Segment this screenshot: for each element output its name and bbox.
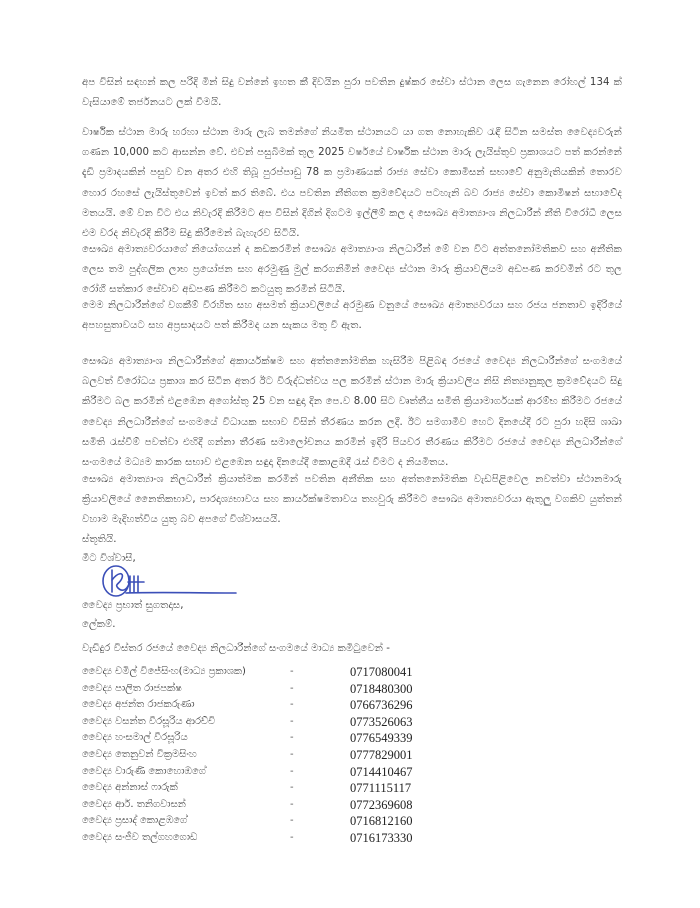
contact-phone: 0716812160 — [350, 814, 413, 829]
closing-regards: මීට විශ්වාසී, — [82, 553, 136, 564]
contact-separator: - — [290, 732, 294, 744]
contact-phone: 0716173330 — [350, 830, 413, 845]
signer-title: ලේකම්. — [82, 619, 116, 630]
contact-name: වෛද්‍ය ප්‍රසාද් කොළඹගේ — [82, 815, 188, 827]
contact-phone: 0777829001 — [350, 747, 413, 762]
contact-phone: 0776549339 — [350, 731, 413, 746]
contact-row — [82, 832, 502, 849]
contact-name: වෛද්‍ය සංජීව තල්ගහගොඩ — [82, 831, 198, 843]
contact-separator: - — [290, 782, 294, 794]
contact-name: වෛද්‍ය අන්නාස් ෆාරුක් — [82, 782, 178, 794]
contact-phone: 0771115117 — [350, 781, 412, 796]
contact-row — [82, 766, 502, 783]
contact-row — [82, 732, 502, 749]
contact-row — [82, 749, 502, 766]
contact-row — [82, 716, 502, 733]
signer-name: වෛද්‍ය ප්‍රභාත් සුගතදාස, — [82, 600, 184, 611]
contact-phone: 0766736296 — [350, 698, 413, 713]
contact-separator: - — [290, 715, 294, 727]
contact-name: වෛද්‍ය පාලිත රාජපක්ෂ — [82, 682, 182, 694]
paragraph-hospitals-threat: අප විසින් සඳහන් කල පරිදි මින් සිදු වන්නේ ඉහත කී දිවයින පුරා පවතින දුෂ්කර සේවා ස්ථාන ලෙස ගැනෙන රෝහල් 134 ක් වැසියාමේ තර්ජනයට ලක් වීමයි. — [82, 77, 622, 109]
contact-name: වෛද්‍ය හංසමාල් වීරසූරිය — [82, 732, 188, 744]
contact-phone: 0718480300 — [350, 681, 413, 696]
contact-separator: - — [290, 666, 294, 677]
contact-name: වෛද්‍ය චමිල් විජේසිංහ(මාධ්‍ය ප්‍රකාශක) — [82, 666, 246, 677]
contact-name: වෛද්‍ය තෙනුවන් වික්‍රමසිංහ — [82, 748, 197, 760]
paragraph-suspicion: මෙම නිලධාරීන්ගේ වගකීම් විරහිත සහ අසමත් ක්‍රියාවලියේ අරමුණ වනුයේ සෞඛ්‍ය අමාත්‍යවරයා සහ රජය ජනතාව ඉදිරියේ අපහසුතාවයට සහ අප්‍රසාදයට පත් කිරීමද යන සැකය මතු වී ඇත. — [82, 300, 622, 332]
contact-separator: - — [290, 682, 294, 694]
contact-list — [82, 666, 502, 849]
contact-separator: - — [290, 815, 294, 827]
contact-separator: - — [290, 748, 294, 760]
contact-separator: - — [290, 831, 294, 843]
contact-phone: 0773526063 — [350, 714, 413, 729]
contact-name: වෛද්‍ය අජන්ත රාජකරුණා — [82, 699, 195, 711]
contact-name: වෛද්‍ය වසන්ත වීරසූරිය ආරච්චි — [82, 715, 216, 727]
contact-separator: - — [290, 765, 294, 777]
contact-row — [82, 782, 502, 799]
paragraph-transfer-list: වාර්ෂික ස්ථාන මාරු හරහා ස්ථාන මාරු ලැබ තමන්ගේ නියමිත ස්ථානයට යා ගත නොහැකිව රැඳී සිටින සමස්ත වෛද්‍යවරුන් ගණන 10,000 කට ආසන්න වේ. එවන් පසුබිමක් තුල 2025 වර්ෂයේ වාර්ෂික ස්ථාන මාරු ලැයිස්තුව ප්‍රකාශයට පත් කරන්නේ දැඩි ප්‍රමාදයකින් පසුව වන අතර එහි තිබූ පුරප්පාඩු 78 ක ප්‍රමාණයක් රාජ්‍ය සේවා කොමිසන් සභාවේ අනුමැතියකින් තොරව හොර රහසේ ලැයිස්තුවෙන් ඉවත් කර තිබේ. එය පවතින නීතිගත ක්‍රමවේදයට පටහැනි බව රාජ්‍ය සේවා කොමිෂන් සභාවේද මතයයි. මේ වන විට එය නිවැරදි කිරීමට අප විසින් දිගින් දිගටම ඉල්ලීම් කල ද සෞඛ්‍ය අමාත්‍යාංශ නිලධාරීන් නීති විරෝධී ලෙස එම වරද නිවැරදි කිරීම සිදු කිරීමෙන් බැහැරව සිටියි. — [82, 127, 622, 240]
contact-phone: 0714410467 — [350, 764, 413, 779]
contact-row — [82, 699, 502, 716]
contact-phone: 0717080041 — [350, 665, 413, 679]
paragraph-request-intervention: සෞඛ්‍ය අමාත්‍යාංශ නිලධාරීන් ක්‍රියාත්මක කරමින් පවතින අනීතික සහ අත්තනෝමතික වැඩපිළිවෙල නවත්වා ස්ථානමාරු ක්‍රියාවලියේ නෛතිකභාව, පාරදෘශ්‍යභාවය සහ කාර්යක්ෂමතාවය තහවුරු කිරීමට සෞඛ්‍ය අමාත්‍යවරයා ඇතුලු වගකිව යුත්තන් වහාම මැදිහත්විය යුතු බව අපගේ විශ්වාසයයි. — [82, 474, 622, 526]
closing-thanks: ස්තූතියි. — [82, 534, 117, 545]
contact-row — [82, 815, 502, 832]
contact-row — [82, 666, 502, 683]
signature-icon — [100, 562, 240, 602]
contact-name: වෛද්‍ය වාරුණි කොහොඹගේ — [82, 765, 206, 777]
paragraph-ministry-officials: සෞඛ්‍ය අමාත්‍යවරයාගේ නියෝගයන් ද කඩකරමින් සෞඛ්‍ය අමාත්‍යාංශ නිලධාරීන් මේ වන විට අත්තනෝමතිකව සහ අනීතික ලෙස තම පුද්ගලික ලාභ ප්‍රයෝජන සහ අරමුණු මුල් කරගනිමින් වෛද්‍ය ස්ථාන මාරු ක්‍රියාවලියම අඩපණ කරවමින් රට තුල රෝගී සත්කාර සේවාව අඩපණ කිරීමට කටයුතු කරමින් සිටියි. — [82, 244, 622, 296]
contact-name: වෛද්‍ය ආර්. තනිගවාසන් — [82, 798, 186, 810]
contact-row — [82, 799, 502, 816]
contact-phone: 0772369608 — [350, 797, 413, 812]
media-committee-heading: වැඩිදුර විස්තර රජයේ වෛද්‍ය නිලධාරීන්ගේ සංගමයේ මාධ්‍ය කමිටුවෙන් - — [82, 643, 390, 654]
contact-separator: - — [290, 699, 294, 711]
contact-row — [82, 683, 502, 700]
contact-separator: - — [290, 798, 294, 810]
paragraph-trade-union-action: සෞඛ්‍ය අමාත්‍යාංශ නිලධාරීන්ගේ අකාර්යක්ෂම සහ අත්තනෝමතික හැසිරීම පිළිබඳ රජයේ වෛද්‍ය නිලධාරීන්ගේ සංගමයේ බලවත් විරෝධය ප්‍රකාශ කර සිටින අතර ඊට විරුද්ධත්වය පල කරමින් ස්ථාන මාරු ක්‍රියාවලිය නිසි නිත්‍යානුකූල ක්‍රමවේදයට සිදු කිරීමට බල කරමින් එළඹෙන අගෝස්තු 25 වන සඳුදා දින පෙ.ව 8.00 සිට වෘත්තීය සමිති ක්‍රියාමාර්ගයක් ආරම්භ කිරීමට රජයේ වෛද්‍ය නිලධාරීන්ගේ සංගමයේ විධායක සභාව විසින් තීරණය කරන ලදී. ඊට සමගාමීව හෙට දිනයේදී රට පුරා හදිසි ශාඛා සමිති රැස්වීම් පවත්වා එහිදී ගන්නා තීරණ සමාලෝචනය කරමින් ඉදිරි පියවර තීරණය කිරීමට රජයේ වෛද්‍ය නිලධාරීන්ගේ සංගමයේ මධ්‍යම කාරක සභාව එළඹෙන සඳුදා දිනයේදී කොළඹදී රැස් වීමට ද නියමිතය. — [82, 356, 622, 469]
